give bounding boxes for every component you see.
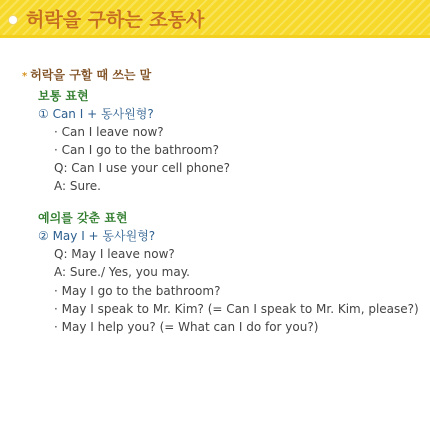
header-band bbox=[0, 0, 430, 38]
polite-answer: A: Sure./ Yes, you may. bbox=[54, 265, 190, 279]
polite-example-1: · May I go to the bathroom? bbox=[54, 284, 221, 298]
page-title: 허락을 구하는 조동사 bbox=[26, 9, 205, 31]
normal-example-2: · Can I go to the bathroom? bbox=[54, 143, 219, 157]
polite-expression-label: 예의를 갖춘 표현 bbox=[38, 211, 128, 225]
section-title-text: 허락을 구할 때 쓰는 말 bbox=[30, 68, 152, 82]
star-icon: * bbox=[22, 71, 28, 82]
normal-expression-pattern: ① Can I + 동사원형? bbox=[38, 107, 154, 121]
polite-question: Q: May I leave now? bbox=[54, 247, 175, 261]
section-title bbox=[22, 67, 151, 85]
bullet-dot-icon bbox=[8, 15, 18, 25]
normal-question: Q: Can I use your cell phone? bbox=[54, 161, 231, 175]
normal-example-1: · Can I leave now? bbox=[54, 125, 164, 139]
polite-example-2: · May I speak to Mr. Kim? (= Can I speak to Mr. Kim, please?) bbox=[54, 302, 419, 316]
polite-example-3: · May I help you? (= What can I do for you?) bbox=[54, 320, 319, 334]
normal-answer: A: Sure. bbox=[54, 179, 101, 193]
polite-expression-pattern: ② May I + 동사원형? bbox=[38, 229, 156, 243]
normal-expression-label: 보통 표현 bbox=[38, 89, 89, 103]
